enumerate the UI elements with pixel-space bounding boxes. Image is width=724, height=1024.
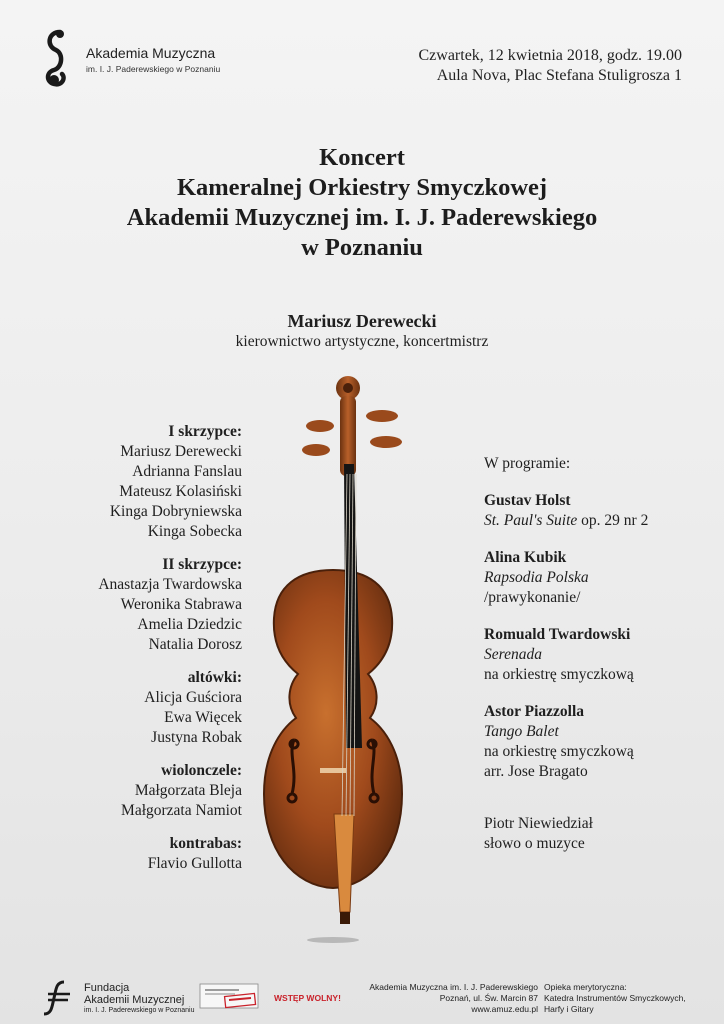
program-label: W programie: [484, 455, 571, 472]
violin-icon [258, 374, 408, 946]
foundation-name [84, 982, 195, 1016]
composer-name: Alina Kubik [484, 549, 567, 566]
musician-name: Flavio Gullotta [147, 855, 242, 872]
work-title: St. Paul's Suite [484, 512, 578, 529]
foundation-logo-icon [42, 980, 76, 1016]
foundation-line: Fundacja [84, 982, 130, 994]
patronage-line: Katedra Instrumentów Smyczkowych, [544, 993, 686, 1003]
work-note: /prawykonanie/ [484, 589, 581, 606]
musician-name: Adrianna Fanslau [132, 463, 242, 480]
section-double-bass [98, 834, 242, 874]
conductor-role: kierownictwo artystyczne, koncertmistrz [235, 333, 489, 350]
musician-name: Małgorzata Bleja [134, 782, 242, 799]
musician-name: Natalia Dorosz [148, 636, 242, 653]
concert-title [0, 143, 724, 263]
title-line: Koncert [319, 144, 405, 171]
section-violas [98, 668, 242, 748]
musician-name: Amelia Dziedzic [137, 616, 242, 633]
section-heading: altówki: [187, 669, 242, 686]
program-list [484, 454, 648, 854]
speaker-block [484, 814, 648, 854]
program-piece [484, 491, 648, 531]
speaker-name: Piotr Niewiedział [484, 815, 593, 832]
work-title: Rapsodia Polska [484, 569, 589, 586]
address-line: Poznań, ul. Św. Marcin 87 [439, 993, 538, 1003]
patronage-line: Harfy i Gitary [544, 1004, 594, 1014]
program-piece [484, 625, 648, 685]
event-date: Czwartek, 12 kwietnia 2018, godz. 19.00 [418, 47, 682, 64]
musician-name: Justyna Robak [151, 729, 242, 746]
program-piece [484, 702, 648, 782]
foundation-line: Akademii Muzycznej [84, 994, 185, 1006]
website-link[interactable]: www.amuz.edu.pl [471, 1004, 538, 1014]
work-title: Serenada [484, 646, 542, 663]
event-venue: Aula Nova, Plac Stefana Stuligrosza 1 [436, 67, 682, 84]
section-cellos [98, 761, 242, 821]
speaker-role: słowo o muzyce [484, 835, 585, 852]
academy-subtitle: im. I. J. Paderewskiego w Poznaniu [86, 64, 221, 74]
section-heading: II skrzypce: [162, 556, 242, 573]
section-second-violins [98, 555, 242, 655]
composer-name: Gustav Holst [484, 492, 571, 509]
event-date-venue [419, 46, 683, 86]
musician-name: Kinga Dobryniewska [109, 503, 242, 520]
title-line: Kameralnej Orkiestry Smyczkowej [176, 174, 548, 201]
work-detail: op. 29 nr 2 [577, 512, 649, 529]
composer-name: Astor Piazzolla [484, 703, 585, 720]
musician-name: Małgorzata Namiot [121, 802, 242, 819]
section-first-violins [98, 422, 242, 542]
address-line: Akademia Muzyczna im. I. J. Paderewskiego [369, 982, 538, 992]
work-note: na orkiestrę smyczkową [484, 666, 634, 683]
work-title: Tango Balet [484, 723, 559, 740]
conductor-name: Mariusz Derewecki [287, 311, 437, 331]
program-piece [484, 548, 648, 608]
musician-name: Anastazja Twardowska [98, 576, 242, 593]
section-heading: kontrabas: [169, 835, 242, 852]
career-office-stamp-icon [199, 981, 259, 1011]
musician-name: Weronika Stabrawa [120, 596, 242, 613]
musician-name: Mariusz Derewecki [120, 443, 242, 460]
musician-name: Alicja Guściora [144, 689, 242, 706]
free-entry-label: WSTĘP WOLNY! [274, 993, 341, 1003]
work-note: na orkiestrę smyczkową [484, 743, 634, 760]
title-line: Akademii Muzycznej im. I. J. Paderewskiego [126, 204, 598, 231]
academy-logo-icon [40, 28, 74, 88]
musician-name: Ewa Więcek [164, 709, 242, 726]
work-note: arr. Jose Bragato [484, 763, 588, 780]
musician-name: Kinga Sobecka [147, 523, 242, 540]
musicians-list [98, 422, 242, 887]
title-line: w Poznaniu [301, 234, 423, 261]
composer-name: Romuald Twardowski [484, 626, 631, 643]
section-heading: I skrzypce: [168, 423, 242, 440]
patronage-line: Opieka merytoryczna: [544, 982, 627, 992]
foundation-line: im. I. J. Paderewskiego w Poznaniu [84, 1007, 195, 1014]
section-heading: wiolonczele: [161, 762, 242, 779]
academy-address [369, 982, 538, 1015]
academy-name: Akademia Muzyczna [86, 45, 216, 61]
patronage-info [544, 982, 686, 1015]
musician-name: Mateusz Kolasiński [119, 483, 242, 500]
conductor-block [0, 310, 724, 352]
